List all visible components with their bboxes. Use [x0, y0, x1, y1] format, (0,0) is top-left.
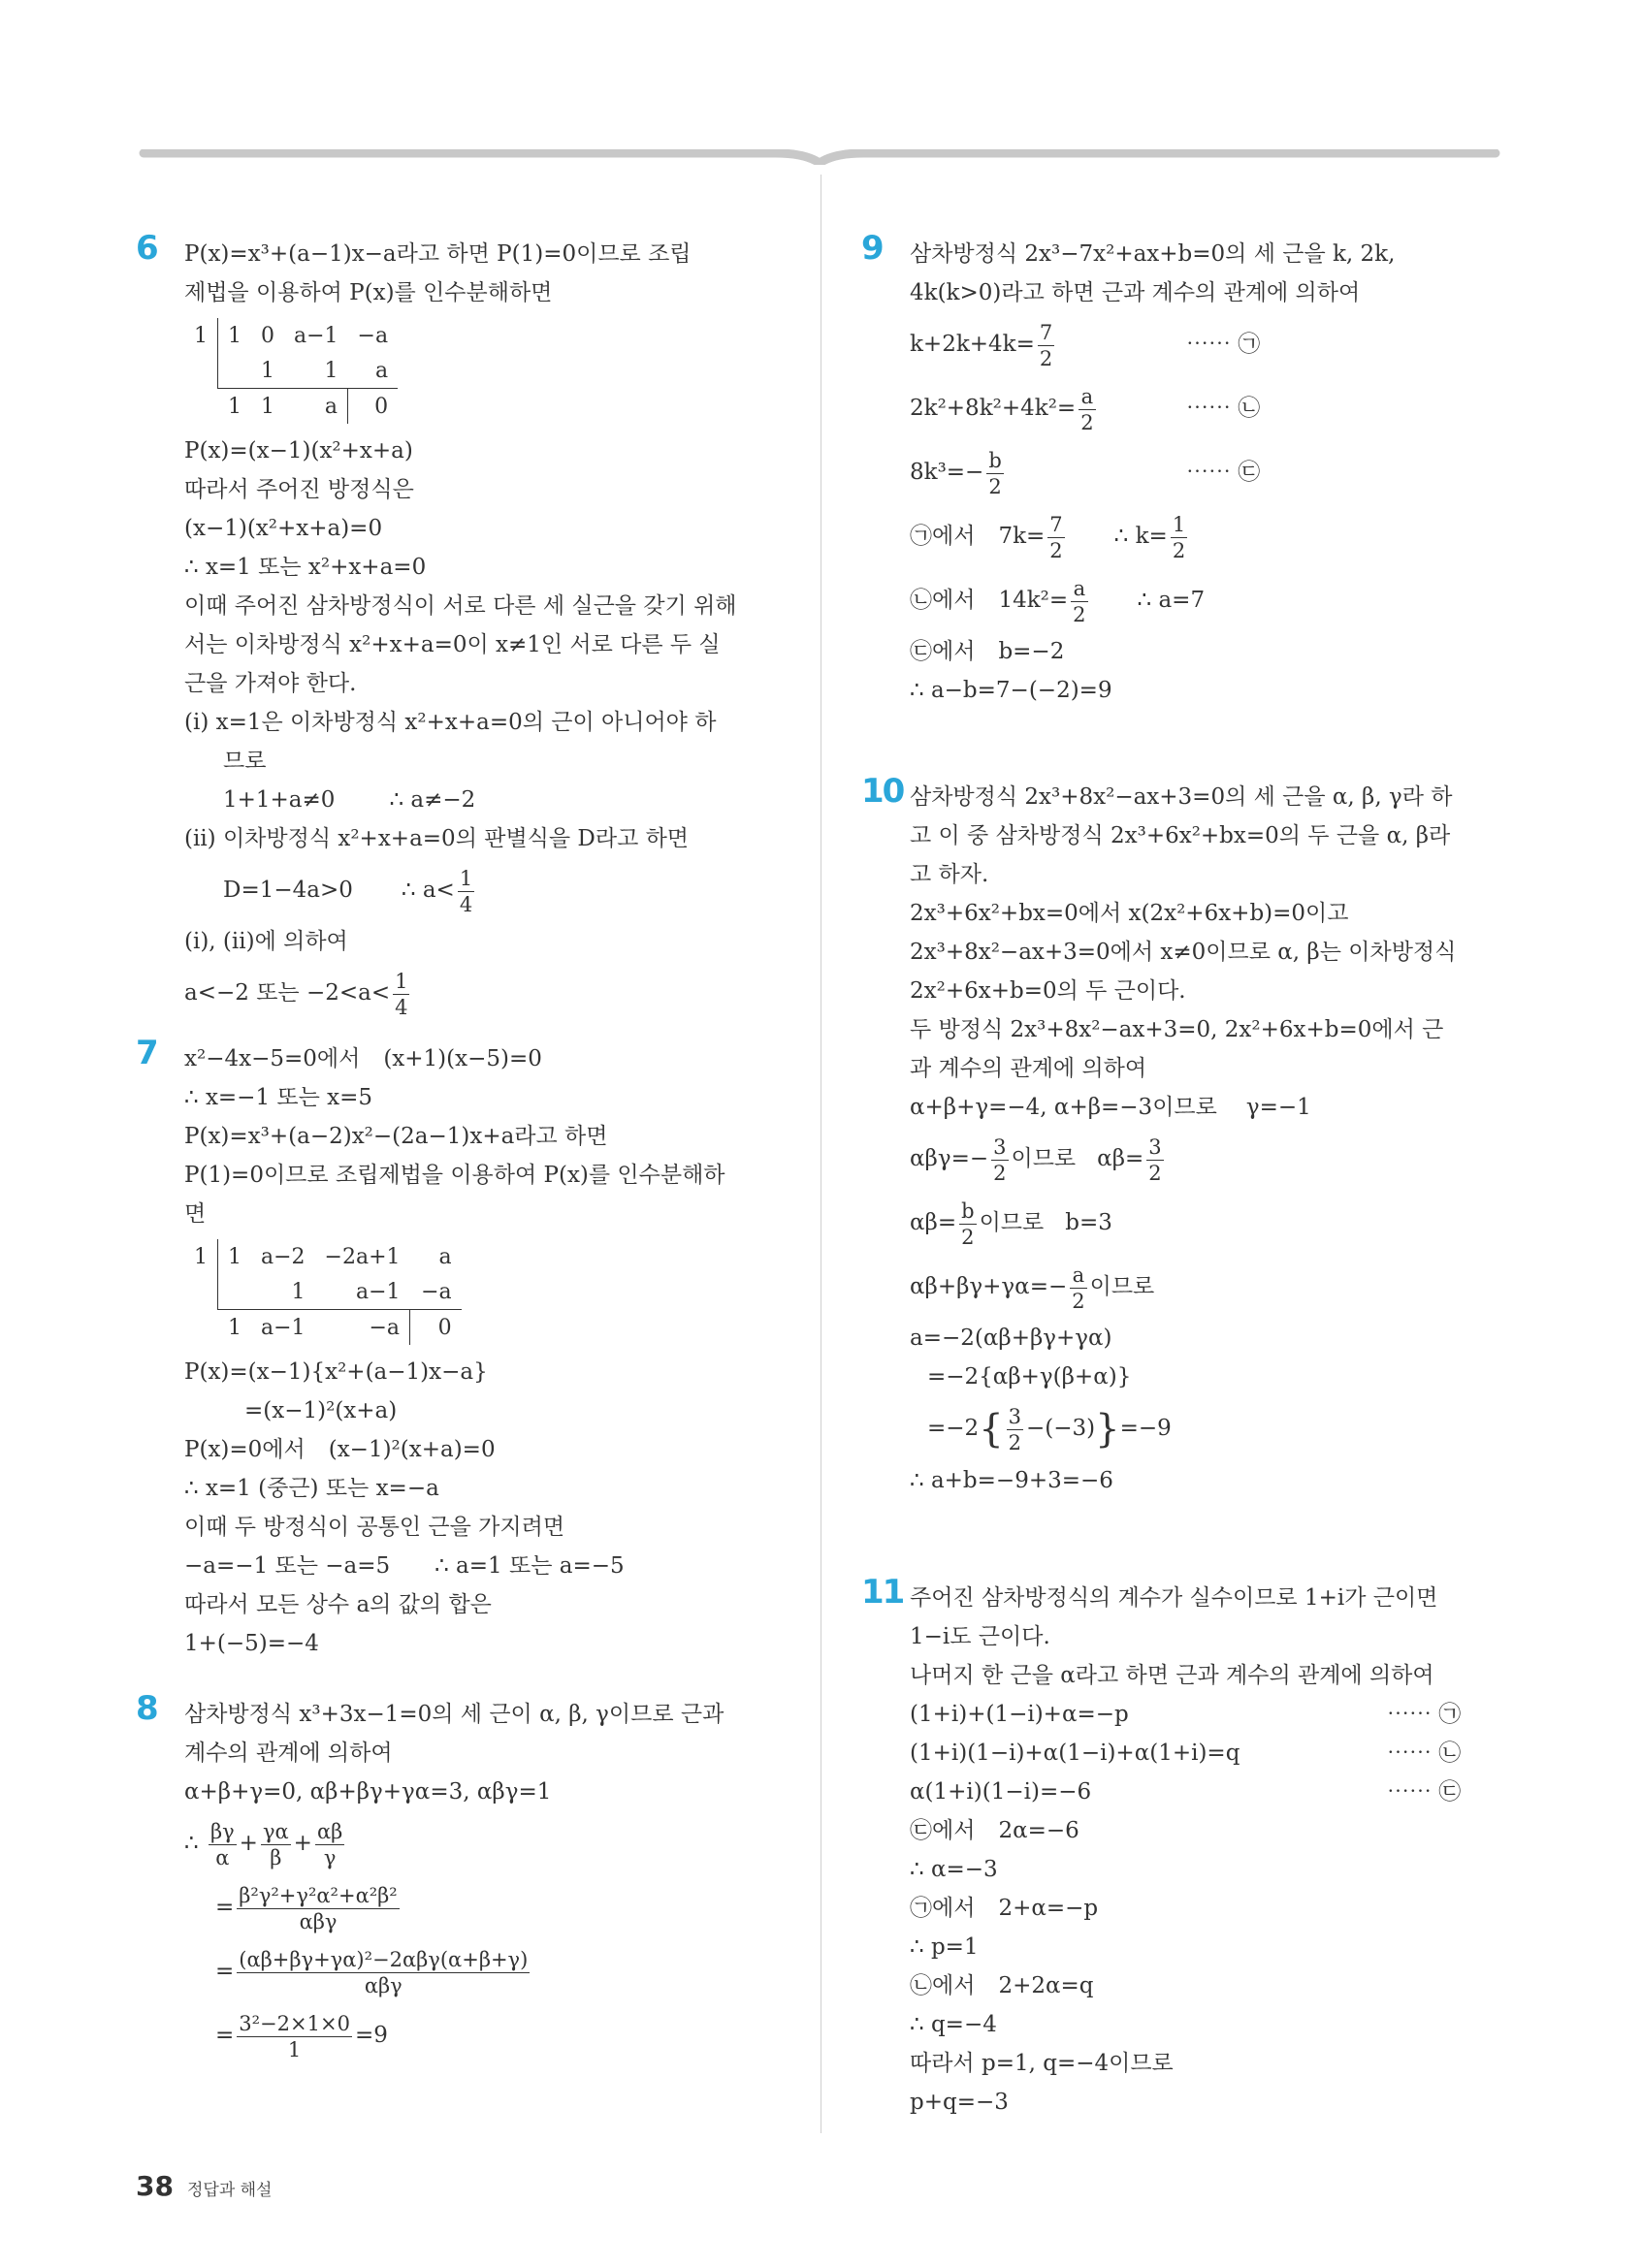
- math: ∴ a<: [401, 878, 455, 903]
- operator: =: [215, 1895, 235, 1920]
- equation-tag: ⋯⋯ ㉠: [1387, 1702, 1462, 1727]
- text-line: a=−2(αβ+βγ+γα): [910, 1326, 1112, 1351]
- synth-cell: a: [438, 1244, 452, 1269]
- operator: +: [239, 1831, 258, 1856]
- text-line: [910, 1889, 1511, 1928]
- synth-cell: 1: [218, 318, 252, 353]
- synth-cell: 1: [194, 1244, 208, 1269]
- denominator: 2: [1148, 1161, 1162, 1185]
- math: αβ=: [1097, 1146, 1144, 1171]
- equation-tag: ⋯⋯ ㉡: [1387, 1741, 1462, 1766]
- page-number: 38: [136, 2170, 174, 2202]
- denominator: 2: [1080, 410, 1094, 434]
- fraction: [458, 866, 474, 917]
- text-line: 계수의 관계에 의하여: [184, 1741, 393, 1766]
- numerator: 3²−2×1×0: [239, 2011, 350, 2035]
- math: ㉢에서: [910, 1818, 976, 1843]
- text-line: 따라서 p=1, q=−4이므로: [910, 2051, 1174, 2076]
- math: ∴ a=1 또는 a=−5: [435, 1553, 625, 1579]
- operator: +: [293, 1831, 312, 1856]
- problem-number: 6: [136, 229, 157, 268]
- fraction: [1146, 1134, 1163, 1186]
- math: γ=−1: [1245, 1095, 1311, 1120]
- left-column: [136, 229, 786, 2067]
- math: αβγ=−: [910, 1146, 989, 1171]
- text-line: 고 하자.: [910, 862, 989, 887]
- math: 이므로: [1089, 1274, 1155, 1299]
- denominator: 2: [988, 474, 1002, 498]
- fraction: [237, 2011, 352, 2062]
- problem-number: 8: [136, 1689, 157, 1728]
- text-line: [910, 1191, 1511, 1255]
- fraction: [1079, 384, 1095, 435]
- math: ∴ a=7: [1137, 588, 1206, 613]
- problem-10: [861, 772, 1511, 1579]
- text-line: 고 이 중 삼차방정식 2x³+6x²+bx=0의 두 근을 α, β라: [910, 823, 1451, 848]
- denominator: β: [270, 1845, 282, 1869]
- operator: =: [215, 1959, 235, 1984]
- synth-cell: 0: [261, 323, 274, 348]
- math: D=1−4a>0: [223, 878, 353, 903]
- numerator: 1: [459, 866, 473, 890]
- denominator: 2: [1072, 1289, 1085, 1313]
- math: x²−4x−5=0에서: [184, 1046, 361, 1071]
- math: =−9: [1119, 1416, 1172, 1441]
- math: =−2: [927, 1416, 980, 1441]
- synthetic-division: [184, 318, 786, 424]
- text-line: P(x)=(x−1)(x²+x+a): [184, 438, 413, 463]
- fraction: [1171, 512, 1187, 563]
- synth-cell: −a: [357, 323, 389, 348]
- text-line: [910, 504, 1511, 568]
- math: ㉠에서: [910, 524, 976, 549]
- problem-number: 9: [861, 229, 883, 268]
- numerator: b: [988, 448, 1002, 472]
- problem-8: [136, 1689, 786, 2067]
- text-line: ∴ x=−1 또는 x=5: [184, 1085, 373, 1110]
- synthetic-division: [184, 1239, 786, 1345]
- text-line: 주어진 삼차방정식의 계수가 실수이므로 1+i가 근이면: [910, 1585, 1438, 1611]
- synth-cell: 1: [218, 1239, 252, 1274]
- text-line: 2x³+6x²+bx=0에서 x(2x²+6x+b)=0이고: [910, 901, 1349, 926]
- text-line: 면: [184, 1201, 207, 1227]
- math: (1+i)+(1−i)+α=−p: [910, 1702, 1129, 1727]
- text-line: [910, 1734, 1511, 1773]
- denominator: 2: [1008, 1430, 1022, 1454]
- math: 2α=−6: [998, 1818, 1079, 1843]
- page-footer: [136, 2170, 272, 2202]
- math: ㉠에서: [910, 1896, 976, 1921]
- text-line: P(x)=x³+(a−2)x²−(2a−1)x+a라고 하면: [184, 1124, 608, 1149]
- denominator: 1: [287, 2037, 302, 2061]
- problem-11: [861, 1573, 1511, 2122]
- text-line: 삼차방정식 2x³−7x²+ax+b=0의 세 근을 k, 2k,: [910, 241, 1396, 267]
- math: 2+2α=q: [998, 1973, 1094, 1998]
- text-line: 제법을 이용하여 P(x)를 인수분해하면: [184, 280, 553, 305]
- math: (x−1)²(x+a)=0: [328, 1437, 496, 1462]
- math: 2+α=−p: [998, 1896, 1099, 1921]
- math: 이므로: [1011, 1146, 1077, 1171]
- numerator: (αβ+βγ+γα)²−2αβγ(α+β+γ): [239, 1947, 529, 1971]
- equation-tag: ⋯⋯ ㉠: [1186, 332, 1261, 357]
- synth-cell: a−1: [294, 323, 338, 348]
- text-line: P(x)=x³+(a−1)x−a라고 하면 P(1)=0이므로 조립: [184, 241, 692, 267]
- synth-cell: a: [284, 389, 348, 425]
- text-line: [910, 1966, 1511, 2005]
- denominator: α: [215, 1845, 230, 1869]
- numerator: a: [1070, 1262, 1086, 1289]
- text-line: 2x²+6x+b=0의 두 근이다.: [910, 978, 1186, 1004]
- numerator: 3: [1148, 1134, 1162, 1159]
- math: a<−2 또는 −2<a<: [184, 980, 391, 1006]
- synth-cell: 1: [218, 1310, 252, 1346]
- numerator: 1: [1172, 512, 1186, 536]
- text-line: [184, 961, 786, 1025]
- fraction: [1047, 512, 1064, 563]
- math: k+2k+4k=: [910, 332, 1035, 357]
- text-line: P(1)=0이므로 조립제법을 이용하여 P(x)를 인수분해하: [184, 1163, 725, 1188]
- math: α+β+γ=−4, α+β=−3이므로: [910, 1095, 1217, 1120]
- text-line: [910, 1255, 1511, 1319]
- fraction: [991, 1134, 1008, 1186]
- problem-number: 10: [861, 772, 904, 811]
- text-line: [184, 1039, 786, 1078]
- denominator: 2: [961, 1225, 975, 1249]
- math: 7k=: [998, 524, 1046, 549]
- numerator: 3: [1008, 1404, 1022, 1428]
- equation-tag: ⋯⋯ ㉢: [1186, 460, 1261, 485]
- math: 14k²=: [998, 588, 1069, 613]
- text-line: [910, 1811, 1511, 1850]
- text-line: [910, 312, 1511, 376]
- text-line: α+β+γ=0, αβ+βγ+γα=3, αβγ=1: [184, 1779, 552, 1805]
- text-line: ∴ α=−3: [910, 1857, 998, 1882]
- text-line: [910, 440, 1511, 504]
- denominator: 2: [993, 1161, 1007, 1185]
- text-line: [910, 632, 1511, 671]
- text-line: 4k(k>0)라고 하면 근과 계수의 관계에 의하여: [910, 280, 1361, 305]
- text-line: 서는 이차방정식 x²+x+a=0이 x≠1인 서로 다른 두 실: [184, 632, 721, 657]
- text-line: 과 계수의 관계에 의하여: [910, 1056, 1147, 1081]
- text-line: ∴ x=1 (중근) 또는 x=−a: [184, 1476, 439, 1501]
- math: b=3: [1065, 1210, 1112, 1235]
- numerator: γα: [262, 1819, 289, 1843]
- synth-cell: −2a+1: [324, 1244, 401, 1269]
- math: ㉡에서: [910, 588, 976, 613]
- denominator: αβγ: [364, 1973, 402, 1997]
- numerator: β²γ²+γ²α²+α²β²: [239, 1883, 398, 1907]
- text-line: ∴ x=1 또는 x²+x+a=0: [184, 555, 427, 580]
- text-line: 삼차방정식 x³+3x−1=0의 세 근이 α, β, γ이므로 근과: [184, 1702, 724, 1727]
- fraction: [1070, 1262, 1086, 1314]
- fraction: [959, 1198, 976, 1250]
- synth-cell: 1: [251, 389, 284, 425]
- synth-cell: 1: [291, 1279, 306, 1304]
- numerator: 7: [1039, 320, 1053, 344]
- math: αβ+βγ+γα=−: [910, 1274, 1068, 1299]
- synth-cell: −a: [315, 1310, 410, 1346]
- fraction: [393, 969, 409, 1020]
- text-line: (ⅱ) 이차방정식 x²+x+a=0의 판별식을 D라고 하면: [184, 826, 690, 851]
- text-line: 1−i도 근이다.: [910, 1624, 1050, 1649]
- math: αβ=: [910, 1210, 957, 1235]
- text-line: ∴ p=1: [910, 1934, 979, 1960]
- fraction: [315, 1819, 344, 1870]
- synth-cell: −a: [421, 1279, 452, 1304]
- fraction: [986, 448, 1003, 499]
- text-line: [910, 1773, 1511, 1811]
- text-line: [184, 1547, 786, 1585]
- footer-text: 정답과 해설: [186, 2181, 273, 2200]
- text-line: [910, 1695, 1511, 1734]
- fraction: [1007, 1404, 1023, 1455]
- text-line: ∴ q=−4: [910, 2012, 997, 2037]
- math: 1+1+a≠0: [223, 787, 336, 813]
- text-line: 나머지 한 근을 α라고 하면 근과 계수의 관계에 의하여: [910, 1663, 1434, 1688]
- problem-number: 7: [136, 1034, 157, 1072]
- text-line: (ⅰ) x=1은 이차방정식 x²+x+a=0의 근이 아니어야 하: [184, 710, 717, 735]
- math: =9: [354, 2023, 388, 2048]
- text-line: ∴ a−b=7−(−2)=9: [910, 678, 1112, 703]
- problem-number: 11: [861, 1573, 904, 1612]
- synth-cell: 1: [194, 323, 208, 348]
- synth-cell: 1: [324, 358, 338, 383]
- synth-remainder: 0: [348, 389, 399, 425]
- text-line: 이때 주어진 삼차방정식이 서로 다른 세 실근을 갖기 위해: [184, 593, 737, 619]
- numerator: a: [1071, 576, 1087, 602]
- math: ㉢에서: [910, 639, 976, 664]
- denominator: 2: [1049, 538, 1063, 562]
- synth-cell: a−2: [261, 1244, 306, 1269]
- denominator: 2: [1172, 538, 1186, 562]
- denominator: 4: [459, 892, 473, 916]
- text-line: =(x−1)²(x+a): [244, 1398, 398, 1423]
- math: −a=−1 또는 −a=5: [184, 1553, 391, 1579]
- problem-6: [136, 229, 786, 1039]
- denominator: γ: [323, 1845, 337, 1869]
- math: b=−2: [998, 639, 1065, 664]
- fraction: [237, 1947, 530, 1998]
- synth-cell: a: [374, 358, 389, 383]
- text-line: =−2{αβ+γ(β+α)}: [927, 1364, 1132, 1390]
- synth-cell: 1: [261, 358, 274, 383]
- text-line: 므로: [223, 749, 267, 774]
- text-line: [910, 376, 1511, 440]
- math: 이므로: [979, 1210, 1045, 1235]
- numerator: b: [961, 1198, 975, 1223]
- text-line: 따라서 주어진 방정식은: [184, 477, 414, 502]
- math: ∴ k=: [1113, 524, 1168, 549]
- text-line: [910, 1127, 1511, 1191]
- synth-remainder: 0: [410, 1310, 462, 1346]
- operator: =: [215, 2023, 235, 2048]
- fraction: [1071, 576, 1087, 627]
- text-line: 따라서 모든 상수 a의 값의 합은: [184, 1592, 492, 1617]
- text-line: 근을 가져야 한다.: [184, 671, 357, 696]
- math: 8k³=−: [910, 460, 984, 485]
- math: ∴ a≠−2: [389, 787, 476, 813]
- math: (x+1)(x−5)=0: [383, 1046, 542, 1071]
- math: (1+i)(1−i)+α(1−i)+α(1+i)=q: [910, 1741, 1240, 1766]
- math: P(x)=0에서: [184, 1437, 306, 1462]
- text-line: [184, 1875, 786, 1939]
- text-line: [184, 858, 786, 922]
- fraction: [209, 1819, 237, 1870]
- denominator: 4: [395, 995, 408, 1019]
- text-line: 1+(−5)=−4: [184, 1631, 319, 1656]
- text-line: 두 방정식 2x³+8x²−ax+3=0, 2x²+6x+b=0에서 근: [910, 1017, 1444, 1042]
- denominator: αβγ: [299, 1909, 338, 1933]
- fraction: [237, 1883, 399, 1934]
- text-line: 이때 두 방정식이 공통인 근을 가지려면: [184, 1515, 565, 1540]
- numerator: αβ: [316, 1819, 343, 1843]
- text-line: p+q=−3: [910, 2090, 1009, 2115]
- text-line: =−2{ $\frac{3}{2}$ −(−3)}=−9: [927, 1404, 1172, 1454]
- equation-tag: ⋯⋯ ㉡: [1186, 396, 1261, 421]
- denominator: 2: [1073, 602, 1086, 626]
- text-line: [184, 1430, 786, 1469]
- text-line: ∴ a+b=−9+3=−6: [910, 1468, 1113, 1493]
- therefore-symbol: ∴: [184, 1831, 199, 1856]
- text-line: (ⅰ), (ⅱ)에 의하여: [184, 929, 348, 954]
- math: −(−3): [1026, 1416, 1096, 1441]
- text-line: [910, 568, 1511, 632]
- numerator: a: [1079, 384, 1095, 410]
- equation-tag: ⋯⋯ ㉢: [1387, 1779, 1462, 1805]
- text-line: (x−1)(x²+x+a)=0: [184, 516, 383, 541]
- synth-cell: a−1: [355, 1279, 401, 1304]
- math: 2k²+8k²+4k²=: [910, 396, 1077, 421]
- problem-9: [861, 229, 1511, 778]
- math: ㉡에서: [910, 1973, 976, 1998]
- problem-7: [136, 1034, 786, 1695]
- header-bar: [136, 149, 1503, 165]
- numerator: 3: [993, 1134, 1007, 1159]
- text-line: [184, 1811, 786, 1875]
- fraction: [261, 1819, 291, 1870]
- numerator: 7: [1049, 512, 1063, 536]
- numerator: 1: [395, 969, 408, 993]
- text-line: 2x³+8x²−ax+3=0에서 x≠0이므로 α, β는 이차방정식: [910, 940, 1457, 965]
- numerator: βγ: [209, 1819, 235, 1843]
- synth-cell: 1: [218, 389, 252, 425]
- denominator: 2: [1039, 346, 1053, 370]
- text-line: 삼차방정식 2x³+8x²−ax+3=0의 세 근을 α, β, γ라 하: [910, 784, 1453, 810]
- right-column: [861, 229, 1511, 2122]
- text-line: [184, 1939, 786, 2003]
- text-line: [910, 1088, 1511, 1127]
- text-line: [184, 2003, 786, 2067]
- synth-cell: a−1: [251, 1310, 315, 1346]
- math: α(1+i)(1−i)=−6: [910, 1779, 1092, 1805]
- text-line: P(x)=(x−1){x²+(a−1)x−a}: [184, 1359, 488, 1385]
- text-line: [184, 781, 786, 819]
- fraction: [1038, 320, 1054, 371]
